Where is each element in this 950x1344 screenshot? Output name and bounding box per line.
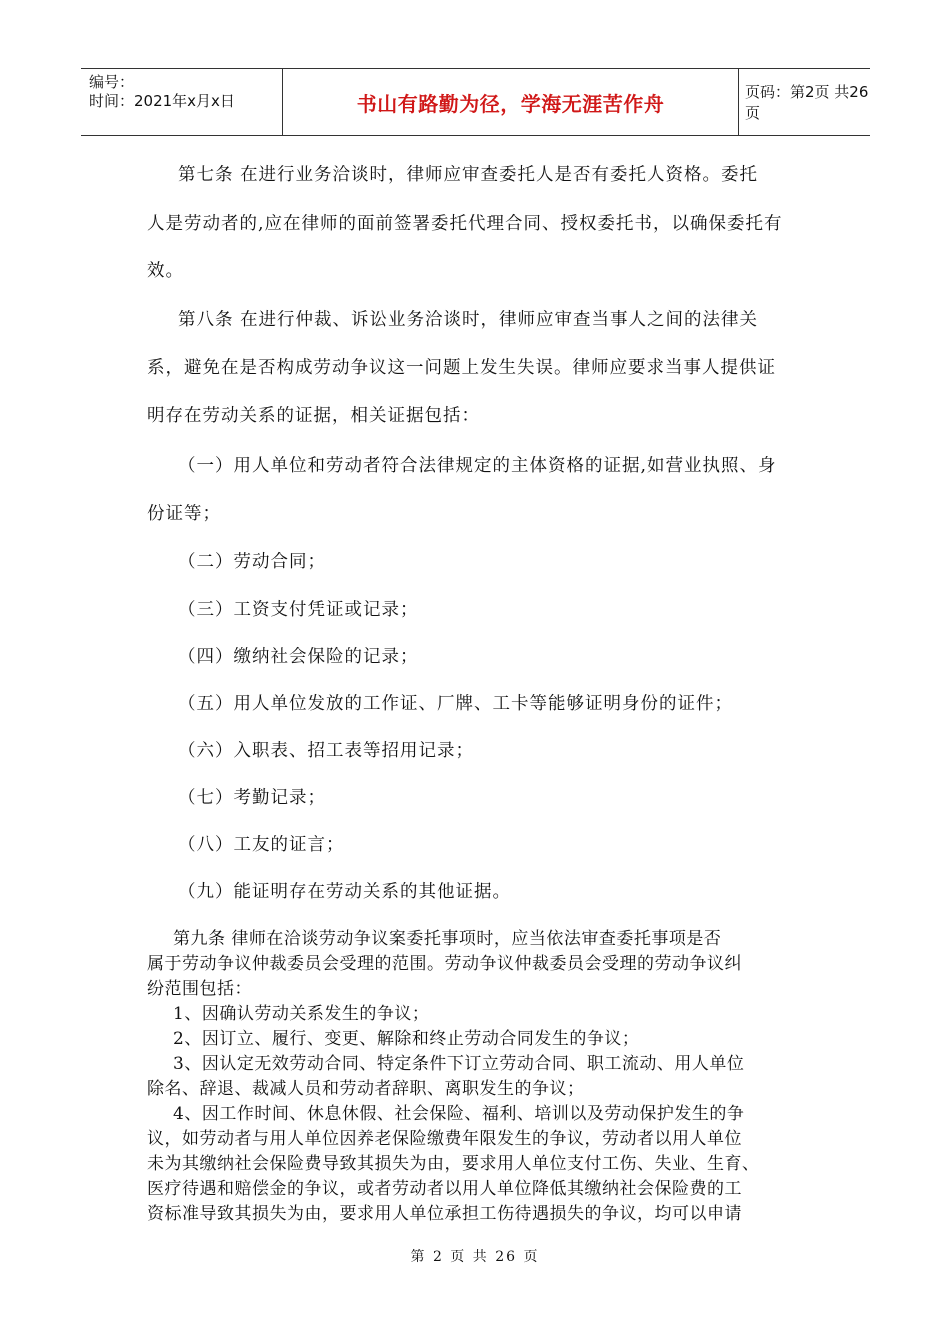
- paragraph-line: 人是劳动者的,应在律师的面前签署委托代理合同、授权委托书，以确保委托有: [147, 214, 783, 234]
- paragraph-line: 系，避免在是否构成劳动争议这一问题上发生失误。律师应要求当事人提供证: [147, 358, 776, 378]
- document-date: 时间：2021年x月x日: [89, 92, 235, 110]
- list-item: 4、因工作时间、休息休假、社会保险、福利、培训以及劳动保护发生的争: [173, 1104, 745, 1124]
- paragraph-line: 效。: [147, 261, 184, 281]
- paragraph-line: 未为其缴纳社会保险费导致其损失为由，要求用人单位支付工伤、失业、生育、: [147, 1154, 760, 1174]
- header-motto-cell: [282, 69, 739, 135]
- list-item: 2、因订立、履行、变更、解除和终止劳动合同发生的争议；: [173, 1029, 640, 1049]
- header-meta: [81, 69, 282, 135]
- list-item: （九）能证明存在劳动关系的其他证据。: [178, 882, 511, 902]
- list-item: （三）工资支付凭证或记录；: [178, 600, 419, 620]
- paragraph-line: 医疗待遇和赔偿金的争议，或者劳动者以用人单位降低其缴纳社会保险费的工: [147, 1179, 742, 1199]
- paragraph-line: 属于劳动争议仲裁委员会受理的范围。劳动争议仲裁委员会受理的劳动争议纠: [147, 954, 742, 974]
- paragraph-line: 第八条 在进行仲裁、诉讼业务洽谈时，律师应审查当事人之间的法律关: [178, 310, 759, 330]
- paragraph-line: 纷范围包括：: [147, 979, 252, 999]
- list-item: 3、因认定无效劳动合同、特定条件下订立劳动合同、职工流动、用人单位: [173, 1054, 745, 1074]
- list-item: 1、因确认劳动关系发生的争议；: [173, 1004, 430, 1024]
- page-footer: 第 2 页 共 26 页: [410, 1249, 540, 1265]
- paragraph-line: 第七条 在进行业务洽谈时，律师应审查委托人是否有委托人资格。委托: [178, 165, 759, 185]
- list-item: （七）考勤记录；: [178, 788, 326, 808]
- list-item: （二）劳动合同；: [178, 552, 326, 572]
- document-number: 编号：: [89, 73, 135, 91]
- header-page-info: 页码：第2页 共26页: [745, 83, 869, 122]
- page-header: [81, 68, 870, 136]
- paragraph-line: 第九条 律师在洽谈劳动争议案委托事项时，应当依法审查委托事项是否: [173, 929, 722, 949]
- list-item: （八）工友的证言；: [178, 835, 345, 855]
- paragraph-line: 除名、辞退、裁减人员和劳动者辞职、离职发生的争议；: [147, 1079, 585, 1099]
- paragraph-line: 资标准导致其损失为由，要求用人单位承担工伤待遇损失的争议，均可以申请: [147, 1204, 742, 1224]
- paragraph-line: 明存在劳动关系的证据，相关证据包括：: [147, 406, 480, 426]
- list-item: 份证等；: [147, 504, 221, 524]
- header-motto: 书山有路勤为径，学海无涯苦作舟: [356, 91, 665, 116]
- list-item: （六）入职表、招工表等招用记录；: [178, 741, 474, 761]
- list-item: （四）缴纳社会保险的记录；: [178, 647, 419, 667]
- list-item: （五）用人单位发放的工作证、厂牌、工卡等能够证明身份的证件；: [178, 694, 733, 714]
- list-item: （一）用人单位和劳动者符合法律规定的主体资格的证据,如营业执照、身: [178, 456, 777, 476]
- header-page-cell: [739, 69, 870, 135]
- paragraph-line: 议，如劳动者与用人单位因养老保险缴费年限发生的争议，劳动者以用人单位: [147, 1129, 742, 1149]
